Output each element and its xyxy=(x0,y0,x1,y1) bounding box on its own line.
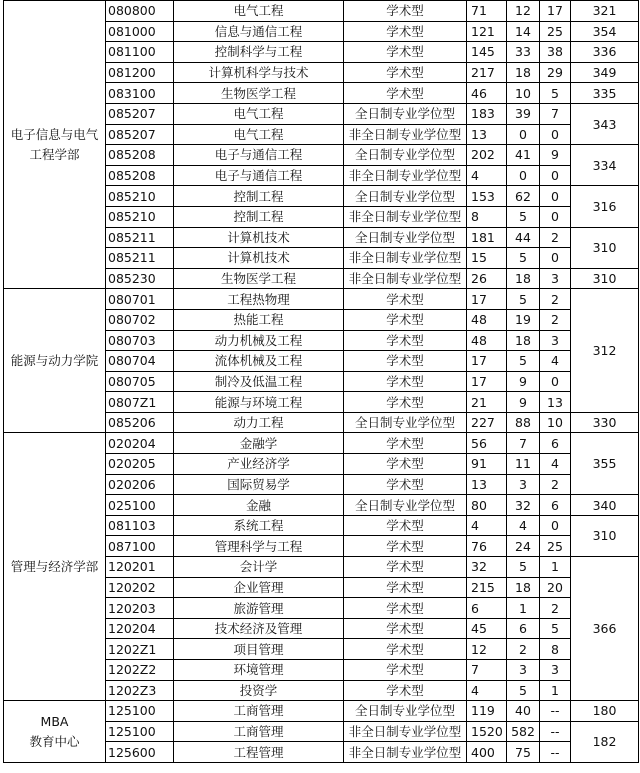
count-a: 119 xyxy=(467,701,507,722)
department-cell: 管理与经济学部 xyxy=(4,433,106,701)
count-b: 9 xyxy=(507,392,540,413)
table-row xyxy=(4,701,639,722)
major-code: 120203 xyxy=(106,598,174,619)
count-c: 0 xyxy=(540,515,571,536)
major-name: 项目管理 xyxy=(174,639,344,660)
degree-type: 非全日制专业学位型 xyxy=(344,124,467,145)
major-code: 1202Z1 xyxy=(106,639,174,660)
count-b: 18 xyxy=(507,62,540,83)
major-code: 020204 xyxy=(106,433,174,454)
degree-type: 学术型 xyxy=(344,536,467,557)
degree-type: 全日制专业学位型 xyxy=(344,103,467,124)
degree-type: 全日制专业学位型 xyxy=(344,227,467,248)
table-row xyxy=(4,433,639,454)
count-c: 13 xyxy=(540,392,571,413)
count-c: 2 xyxy=(540,474,571,495)
score-line: 310 xyxy=(571,268,639,289)
count-a: 121 xyxy=(467,21,507,42)
count-b: 18 xyxy=(507,577,540,598)
major-name: 电气工程 xyxy=(174,1,344,22)
score-line: 336 xyxy=(571,42,639,63)
count-c: -- xyxy=(540,721,571,742)
degree-type: 学术型 xyxy=(344,639,467,660)
count-b: 7 xyxy=(507,433,540,454)
count-a: 145 xyxy=(467,42,507,63)
count-a: 15 xyxy=(467,248,507,269)
major-name: 动力工程 xyxy=(174,412,344,433)
count-b: 5 xyxy=(507,351,540,372)
score-line: 335 xyxy=(571,83,639,104)
major-code: 120202 xyxy=(106,577,174,598)
major-code: 080702 xyxy=(106,309,174,330)
major-code: 0807Z1 xyxy=(106,392,174,413)
count-b: 6 xyxy=(507,618,540,639)
score-line: 182 xyxy=(571,721,639,762)
major-code: 085210 xyxy=(106,206,174,227)
major-code: 085211 xyxy=(106,248,174,269)
count-b: 88 xyxy=(507,412,540,433)
major-name: 电气工程 xyxy=(174,124,344,145)
count-c: 29 xyxy=(540,62,571,83)
count-c: 8 xyxy=(540,639,571,660)
degree-type: 学术型 xyxy=(344,618,467,639)
count-a: 227 xyxy=(467,412,507,433)
count-c: 3 xyxy=(540,660,571,681)
count-c: 17 xyxy=(540,1,571,22)
degree-type: 全日制专业学位型 xyxy=(344,412,467,433)
score-line: 340 xyxy=(571,495,639,516)
degree-type: 非全日制专业学位型 xyxy=(344,248,467,269)
count-c: 0 xyxy=(540,124,571,145)
count-a: 91 xyxy=(467,454,507,475)
count-c: 20 xyxy=(540,577,571,598)
major-code: 125100 xyxy=(106,701,174,722)
score-line: 366 xyxy=(571,557,639,701)
major-name: 能源与环境工程 xyxy=(174,392,344,413)
count-b: 33 xyxy=(507,42,540,63)
count-b: 32 xyxy=(507,495,540,516)
count-c: 4 xyxy=(540,351,571,372)
count-a: 1520 xyxy=(467,721,507,742)
count-b: 2 xyxy=(507,639,540,660)
count-a: 4 xyxy=(467,515,507,536)
count-a: 153 xyxy=(467,186,507,207)
score-line: 343 xyxy=(571,103,639,144)
major-code: 083100 xyxy=(106,83,174,104)
degree-type: 学术型 xyxy=(344,577,467,598)
count-b: 18 xyxy=(507,330,540,351)
degree-type: 学术型 xyxy=(344,454,467,475)
count-a: 17 xyxy=(467,351,507,372)
count-c: 5 xyxy=(540,83,571,104)
count-b: 62 xyxy=(507,186,540,207)
score-line: 310 xyxy=(571,515,639,556)
major-name: 计算机技术 xyxy=(174,227,344,248)
major-code: 125100 xyxy=(106,721,174,742)
count-b: 40 xyxy=(507,701,540,722)
degree-type: 学术型 xyxy=(344,392,467,413)
degree-type: 全日制专业学位型 xyxy=(344,701,467,722)
count-a: 13 xyxy=(467,474,507,495)
major-code: 020205 xyxy=(106,454,174,475)
major-code: 025100 xyxy=(106,495,174,516)
count-a: 76 xyxy=(467,536,507,557)
major-code: 120204 xyxy=(106,618,174,639)
degree-type: 学术型 xyxy=(344,1,467,22)
major-name: 投资学 xyxy=(174,680,344,701)
major-name: 国际贸易学 xyxy=(174,474,344,495)
major-name: 热能工程 xyxy=(174,309,344,330)
count-b: 0 xyxy=(507,124,540,145)
major-code: 085230 xyxy=(106,268,174,289)
count-c: -- xyxy=(540,701,571,722)
count-a: 56 xyxy=(467,433,507,454)
count-b: 5 xyxy=(507,206,540,227)
degree-type: 学术型 xyxy=(344,83,467,104)
count-a: 215 xyxy=(467,577,507,598)
major-name: 生物医学工程 xyxy=(174,268,344,289)
count-a: 8 xyxy=(467,206,507,227)
count-c: 5 xyxy=(540,618,571,639)
degree-type: 学术型 xyxy=(344,660,467,681)
table-row xyxy=(4,1,639,22)
degree-type: 非全日制专业学位型 xyxy=(344,268,467,289)
major-name: 旅游管理 xyxy=(174,598,344,619)
degree-type: 非全日制专业学位型 xyxy=(344,742,467,763)
count-b: 39 xyxy=(507,103,540,124)
major-code: 081103 xyxy=(106,515,174,536)
count-b: 75 xyxy=(507,742,540,763)
count-b: 11 xyxy=(507,454,540,475)
major-name: 金融学 xyxy=(174,433,344,454)
major-name: 流体机械及工程 xyxy=(174,351,344,372)
score-line: 180 xyxy=(571,701,639,722)
degree-type: 学术型 xyxy=(344,474,467,495)
department-cell: 能源与动力学院 xyxy=(4,289,106,433)
major-name: 电气工程 xyxy=(174,103,344,124)
major-name: 工商管理 xyxy=(174,701,344,722)
count-b: 14 xyxy=(507,21,540,42)
major-name: 工商管理 xyxy=(174,721,344,742)
major-name: 动力机械及工程 xyxy=(174,330,344,351)
count-c: 0 xyxy=(540,206,571,227)
count-c: 0 xyxy=(540,248,571,269)
count-a: 45 xyxy=(467,618,507,639)
major-code: 1202Z3 xyxy=(106,680,174,701)
major-name: 控制科学与工程 xyxy=(174,42,344,63)
major-code: 081200 xyxy=(106,62,174,83)
department-cell: MBA 教育中心 xyxy=(4,701,106,763)
count-c: 25 xyxy=(540,21,571,42)
count-c: 0 xyxy=(540,186,571,207)
major-name: 生物医学工程 xyxy=(174,83,344,104)
count-b: 10 xyxy=(507,83,540,104)
major-name: 控制工程 xyxy=(174,206,344,227)
count-c: 9 xyxy=(540,145,571,166)
count-a: 202 xyxy=(467,145,507,166)
score-line: 349 xyxy=(571,62,639,83)
count-c: 38 xyxy=(540,42,571,63)
major-code: 087100 xyxy=(106,536,174,557)
count-b: 4 xyxy=(507,515,540,536)
major-name: 计算机技术 xyxy=(174,248,344,269)
count-c: 2 xyxy=(540,227,571,248)
count-c: -- xyxy=(540,742,571,763)
major-name: 计算机科学与技术 xyxy=(174,62,344,83)
major-code: 085208 xyxy=(106,165,174,186)
major-code: 081000 xyxy=(106,21,174,42)
major-name: 工程管理 xyxy=(174,742,344,763)
score-line: 321 xyxy=(571,1,639,22)
degree-type: 非全日制专业学位型 xyxy=(344,206,467,227)
major-name: 会计学 xyxy=(174,557,344,578)
count-a: 217 xyxy=(467,62,507,83)
major-code: 080705 xyxy=(106,371,174,392)
count-c: 4 xyxy=(540,454,571,475)
major-name: 信息与通信工程 xyxy=(174,21,344,42)
degree-type: 学术型 xyxy=(344,557,467,578)
major-code: 085211 xyxy=(106,227,174,248)
degree-type: 非全日制专业学位型 xyxy=(344,721,467,742)
count-c: 3 xyxy=(540,330,571,351)
count-a: 21 xyxy=(467,392,507,413)
degree-type: 学术型 xyxy=(344,515,467,536)
major-code: 081100 xyxy=(106,42,174,63)
major-name: 电子与通信工程 xyxy=(174,165,344,186)
count-a: 80 xyxy=(467,495,507,516)
major-code: 080701 xyxy=(106,289,174,310)
major-name: 工程热物理 xyxy=(174,289,344,310)
major-code: 085210 xyxy=(106,186,174,207)
count-b: 18 xyxy=(507,268,540,289)
degree-type: 学术型 xyxy=(344,351,467,372)
count-c: 7 xyxy=(540,103,571,124)
count-a: 32 xyxy=(467,557,507,578)
degree-type: 学术型 xyxy=(344,330,467,351)
count-a: 48 xyxy=(467,309,507,330)
degree-type: 学术型 xyxy=(344,371,467,392)
score-line: 354 xyxy=(571,21,639,42)
major-code: 080800 xyxy=(106,1,174,22)
count-b: 582 xyxy=(507,721,540,742)
major-name: 系统工程 xyxy=(174,515,344,536)
count-a: 13 xyxy=(467,124,507,145)
score-line: 330 xyxy=(571,412,639,433)
degree-type: 学术型 xyxy=(344,62,467,83)
count-a: 17 xyxy=(467,289,507,310)
count-c: 25 xyxy=(540,536,571,557)
major-name: 企业管理 xyxy=(174,577,344,598)
degree-type: 学术型 xyxy=(344,42,467,63)
major-code: 085207 xyxy=(106,124,174,145)
degree-type: 全日制专业学位型 xyxy=(344,186,467,207)
score-line: 334 xyxy=(571,145,639,186)
degree-type: 全日制专业学位型 xyxy=(344,495,467,516)
count-b: 19 xyxy=(507,309,540,330)
count-b: 12 xyxy=(507,1,540,22)
score-line: 312 xyxy=(571,289,639,413)
degree-type: 学术型 xyxy=(344,21,467,42)
major-code: 1202Z2 xyxy=(106,660,174,681)
major-name: 产业经济学 xyxy=(174,454,344,475)
major-name: 制冷及低温工程 xyxy=(174,371,344,392)
count-a: 12 xyxy=(467,639,507,660)
degree-type: 学术型 xyxy=(344,433,467,454)
count-b: 1 xyxy=(507,598,540,619)
major-code: 120201 xyxy=(106,557,174,578)
major-code: 020206 xyxy=(106,474,174,495)
count-b: 9 xyxy=(507,371,540,392)
count-b: 3 xyxy=(507,474,540,495)
degree-type: 学术型 xyxy=(344,309,467,330)
major-name: 环境管理 xyxy=(174,660,344,681)
count-a: 6 xyxy=(467,598,507,619)
count-a: 400 xyxy=(467,742,507,763)
major-name: 管理科学与工程 xyxy=(174,536,344,557)
count-a: 181 xyxy=(467,227,507,248)
department-cell: 电子信息与电气 工程学部 xyxy=(4,1,106,289)
count-c: 1 xyxy=(540,557,571,578)
major-code: 080704 xyxy=(106,351,174,372)
count-c: 0 xyxy=(540,371,571,392)
count-b: 0 xyxy=(507,165,540,186)
count-c: 2 xyxy=(540,309,571,330)
degree-type: 学术型 xyxy=(344,598,467,619)
major-code: 085207 xyxy=(106,103,174,124)
major-name: 技术经济及管理 xyxy=(174,618,344,639)
count-c: 1 xyxy=(540,680,571,701)
count-b: 44 xyxy=(507,227,540,248)
degree-type: 非全日制专业学位型 xyxy=(344,165,467,186)
major-name: 电子与通信工程 xyxy=(174,145,344,166)
score-line: 310 xyxy=(571,227,639,268)
count-c: 2 xyxy=(540,598,571,619)
count-c: 3 xyxy=(540,268,571,289)
major-code: 085208 xyxy=(106,145,174,166)
table-row xyxy=(4,289,639,310)
count-a: 183 xyxy=(467,103,507,124)
major-name: 金融 xyxy=(174,495,344,516)
count-b: 41 xyxy=(507,145,540,166)
degree-type: 学术型 xyxy=(344,289,467,310)
count-a: 4 xyxy=(467,680,507,701)
admissions-table xyxy=(3,0,639,763)
count-b: 5 xyxy=(507,680,540,701)
degree-type: 全日制专业学位型 xyxy=(344,145,467,166)
count-b: 5 xyxy=(507,557,540,578)
count-c: 0 xyxy=(540,165,571,186)
major-code: 080703 xyxy=(106,330,174,351)
count-a: 71 xyxy=(467,1,507,22)
count-a: 48 xyxy=(467,330,507,351)
count-b: 24 xyxy=(507,536,540,557)
count-a: 4 xyxy=(467,165,507,186)
count-c: 10 xyxy=(540,412,571,433)
count-a: 17 xyxy=(467,371,507,392)
major-code: 125600 xyxy=(106,742,174,763)
score-line: 355 xyxy=(571,433,639,495)
count-b: 5 xyxy=(507,248,540,269)
count-c: 6 xyxy=(540,433,571,454)
score-line: 316 xyxy=(571,186,639,227)
count-b: 5 xyxy=(507,289,540,310)
degree-type: 学术型 xyxy=(344,680,467,701)
count-c: 6 xyxy=(540,495,571,516)
count-a: 7 xyxy=(467,660,507,681)
count-a: 46 xyxy=(467,83,507,104)
major-code: 085206 xyxy=(106,412,174,433)
major-name: 控制工程 xyxy=(174,186,344,207)
count-c: 2 xyxy=(540,289,571,310)
count-b: 3 xyxy=(507,660,540,681)
count-a: 26 xyxy=(467,268,507,289)
